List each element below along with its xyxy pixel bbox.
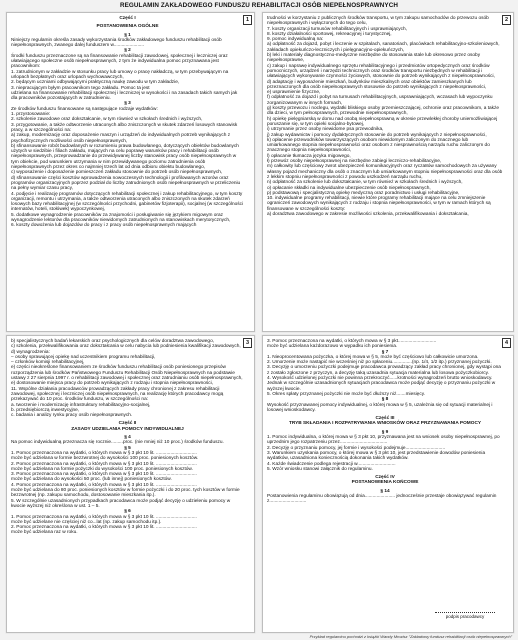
list-item: 4. Wysokość udzielonej pożyczki nie powinna przekroczyć......krotności wynagrodzeń brutto wnioskodawcy. Jednak w szczególnie uzasadnionych sytuacjach pracodawca może podjąć decyzję o przyznaniu pożyczki w wyższej kwocie. xyxy=(267,376,496,392)
paragraph-mark: § 6 xyxy=(124,509,131,515)
paragraph-mark: § 5 xyxy=(124,445,131,451)
list-item: 2. Umorzenie może nastąpić nie wcześniej niż po spłaceniu...............(np. 1/4, 1/2 itp.) przyznanej pożyczki. xyxy=(267,360,492,366)
list-item: k) opłacenie przewodników towarzyszących osobom niewidomym zaliczonym do znacznego lub umiarkowanego stopnia niepełnosprawności oraz osobom z niesprawnością narządu ruchu zaliczonym do znacznego stopnia niepełnosprawności, xyxy=(267,137,490,154)
section-title: TRYB SKŁADANIA I ROZPATRYWANIA WNIOSKÓW ORAZ PRZYZNAWANIA POMOCY xyxy=(288,421,482,427)
list-item: 2. będącym uczniami odbywającymi praktyczną naukę zawodu w tym zakładzie, xyxy=(11,80,180,86)
list-item: j) zakup wydawnictw i pomocy dydaktycznych stosownie do potrzeb wynikających z niepełnosprawności, xyxy=(267,132,487,138)
list-item: 1. Pomoc przeznaczona na wydatki, o których mowa w § 3 pkt 10 lit. ............................... xyxy=(11,450,197,456)
list-item: l) opłacanie tłumacza języka migowego, xyxy=(267,153,351,159)
list-item: 2. szkolenie zawodowe oraz dokształcanie, w tym również w szkołach średnich i wyższych, xyxy=(11,117,203,123)
list-item: 4. Pomoc przeznaczona na wydatki, o których mowa w § 3 pkt 10 lit. ............................... xyxy=(11,482,197,488)
list-item: a) odpłatność za dojazd, pobyt i leczenie w szpitalach, sanatoriach, placówkach rehabilitacyjno-szkoleniowych, zakładach opiekuńczo-leczniczych i pielęgnacyjno-opiekuńczych, xyxy=(267,42,500,53)
section-title: POSTANOWIENIA KOŃCOWE xyxy=(351,480,419,486)
paragraph-mark: § 4 xyxy=(124,435,131,441)
source-note: Przykład regulaminu pochodzi z książki Wandy Mrozisz "Zakładowy fundusz rehabilitacji osób niepełnosprawnych" xyxy=(309,634,512,639)
document-title: REGULAMIN ZAKŁADOWEGO FUNDUSZU REHABILITACJI OSÓB NIEPEŁNOSPRAWNYCH xyxy=(119,2,399,9)
list-item: może być udzielana każdorazowo w wypadku ich poniesienia. xyxy=(267,344,398,350)
page-3 xyxy=(6,335,255,633)
list-item: a. tworzenie i modernizację infrastruktury rehabilitacyjno-socjalnej, xyxy=(11,402,151,408)
list-item: 4. podjęcie i realizację programów dotyczących rehabilitacji społecznej i zakup rehabilitacyjnego, w tym koszty organizacji, remontu i utrzymania, a także odtworzenia utraconych albo zniszczonych na skutek zdarzeń losowych bazy rehabilitacyjnej (w szczególności przychodni, gabinetów fizjoterapii), socjalnej (w szczególności internatów, hoteli, stołówek) wypoczynkowej, xyxy=(11,191,244,213)
list-item: d) adaptację i wyposażenie mieszkań, budynków mieszkalnych oraz obiektów zamieszkanych lub przeznaczonych dla osób niepełnosprawnych stosownie do potrzeb wynikających z niepełnosprawności, xyxy=(267,79,487,90)
list-item: – członków komisji rehabilitacyjnej, xyxy=(11,360,85,366)
list-item: b) leki i materiały diagnostyczno-medyczne niezbędne do stosowania stale lub okresowo przez osoby niepełnosprawne, xyxy=(267,53,481,64)
list-item: b) specjalistycznych badań lekarskich oraz psychologicznych dla celów doradztwa zawodowego, xyxy=(11,339,215,344)
section-heading: Część I xyxy=(119,16,136,21)
list-item: c) zakup i naprawę indywidualnego sprzętu rehabilitacyjnego i przedmiotów ortopedycznych oraz środków pomocniczych, urządzeń i narzędzi technicznych oraz środków transportu niezbędnych w rehabilitacji i ułatwiających wykonywanie czynności życiowych, stosownie do potrzeb wynikających z niepełnosprawności, xyxy=(267,63,495,80)
list-item: c) wyposażenie i doposażenie pomieszczeń zakładu stosownie do potrzeb osób niepełnosprawnych, xyxy=(11,170,223,176)
list-item: o) opłacanie składki na indywidualne ubezpieczenie osób niepełnosprawnych, xyxy=(267,185,431,191)
list-item: 3. Warunkiem uzyskania pomocy, o której mowa w § 3 pkt 10, jest przedstawienie dowodów poniesienia wydatków, uzasadniona koniecznością dokonania takich wydatków. xyxy=(267,450,486,462)
list-item: 4. Każde świadczenie podlega rejestracji w............................. xyxy=(267,461,396,467)
list-item: e) usprawnienie fizyczne, xyxy=(267,90,321,96)
section-title: POSTANOWIENIA OGÓLNE xyxy=(96,24,159,30)
list-item: 3. Decyzję o umorzeniu pożyczki podejmuje pracodawca prowadzący zakład pracy chronionej, gdy wystąpi ona z zostało zgłoszone z przyczyn, a decyzję taką uzasadnia sytuacja materialna lub losowa pożyczkobiorcy. xyxy=(267,365,501,376)
list-item: – osoby sprawującej opiekę nad uczestnikiem programu rehabilitacji, xyxy=(11,354,156,360)
list-item: d) wynagrodzenia: xyxy=(11,349,50,355)
paragraph-text: Ze środków funduszu finansowane są następujące rodzaje wydatków: xyxy=(11,106,158,112)
page-2 xyxy=(262,12,514,332)
page-number: 4 xyxy=(502,338,511,348)
list-item: e) części nieokreślone finansowaniem ze środków funduszu rehabilitacji osób poniesionego przepisów rozporządzenia lub środków Państwowego Funduszu Rehabilitacji Osób Niepełnosprawnych na podstawie ustawy z 27 sierpnia 1997 r. o rehabilitacji zawodowej i społecznej oraz zatrudnianiu osób niepełnosprawnych, xyxy=(11,365,243,382)
paragraph-text: Postanowienia regulaminu obowiązują od dnia....................... jednocześnie przestaje obowiązywać regulamin z............................ xyxy=(267,494,497,505)
page-number: 1 xyxy=(243,15,252,25)
list-item: może być udzielana do 80 proc. poniesionych kosztów w formie pożyczki i do 20 proc. tych kosztów w formie bezzwrotnej (np. zakupu samochodu, dostosowanie mieszkania itp.). xyxy=(11,488,240,499)
list-item: f) odpłatność za dojazd i pobyt na turnusach rehabilitacyjnych, usprawniających, wczasach lub wypoczynku zorganizowanym w innych formach, xyxy=(267,95,493,106)
list-item: 6. koszty dowożenia lub dojazdów do pracy i z pracy osób niepełnosprawnych mających xyxy=(11,223,197,229)
list-item: może być udzielana w formie bezzwrotnej do wysokości 100 proc. poniesionych kosztów. xyxy=(11,456,199,462)
list-item: 9. pomoc indywidualną na: xyxy=(267,37,324,43)
paragraph-text: trudności w korzystaniu z publicznych środków transportu, w tym zakupu samochodów do przewozu osób niepełnosprawnych i wyłączonych do tego celu, xyxy=(267,16,489,27)
list-item: 2. Pomoc przeznaczona na wydatki, o których mowa w § 3 pkt 10 lit. ............................... xyxy=(11,461,197,467)
list-item: b. przedsiębiorczą inwestycyjne, xyxy=(11,407,80,413)
list-item: może być udzielana do wysokości 50 proc. (lub innej) poniesionych kosztów. xyxy=(11,477,172,483)
paragraph-mark: § 9 xyxy=(381,429,389,435)
paragraph-mark: § 14 xyxy=(380,488,390,494)
list-item: może być udzielana na formie pożyczki do wysokości 100 proc. poniesionych kosztów. xyxy=(11,466,193,472)
list-item: c) szkolenia, przekwalifikowania oraz dokształcania w celu nabycia lub podniesienia kwalifikacji zawodowych, xyxy=(11,344,241,350)
list-item: 7. koszty organizacji turnusów rehabilitacyjnych i usprawniających, xyxy=(267,26,407,32)
list-item: 8. koszty działalności sportowej, rekreacyjnej i turystycznej, xyxy=(267,31,392,37)
paragraph-text: Na pomoc indywidualną przeznacza się rocznie.........proc. (nie mniej niż 10 proc.) środków funduszu. xyxy=(11,440,224,446)
list-item: 1. Pomoc indywidualna, o której mowa w § 3 pkt 10, przyznawana jest na wniosek osoby niepełnosprawnej, po uprzednim jego rozpatrzeniu przez.................................... xyxy=(267,435,500,446)
list-item: c. badania i analizy rynku pracy osób niepełnosprawnych. xyxy=(11,413,133,419)
page-4 xyxy=(262,335,514,633)
list-item: g) koszty przewozu i noclegu, wydatki bliskiego osoby przemieszczającej, ochronie oraz pracownikom, a także dla dzieci, w tym pełnosprawnych, przewodnie niepełnosprawnych, xyxy=(267,106,500,117)
paragraph-mark: § 8 xyxy=(381,397,389,403)
page-number: 3 xyxy=(243,338,252,348)
section-heading: Część III xyxy=(375,416,395,422)
list-item: 1. przystosowanie: xyxy=(11,112,51,118)
section-heading: Część II xyxy=(118,421,137,427)
list-item: 1. zatrudnionym w zakładzie w stosunku pracy lub umowy o pracę nakładczą, w tym przebywającym na urlopach bezpłatnych oraz urlopach wychowawczych, xyxy=(11,69,229,80)
list-item: i) utrzymanie przez osoby niewidome psa przewodnika, xyxy=(267,127,384,133)
list-item: p) podstawową i specjalistyczną opiekę medyczną oraz poradnictwo i usługi rehabilitacyjne, xyxy=(267,190,460,196)
list-item: 1. Nieoprocentowana pożyczka, o której mowa w § 5, może być częściowo lub całkowicie umorzona. xyxy=(267,354,479,360)
list-item: 10. indywidualne programy rehabilitacji, niewie które programy rehabilitacji mające na celu zmniejszenie ograniczeń zawodowych wynikających z rodzaju i stopnia niepełnosprawności, w tym w ramach których są finansowane w szczególności koszty: xyxy=(267,196,491,212)
paragraph-mark: § 1 xyxy=(124,32,131,38)
page-1 xyxy=(6,12,255,332)
list-item: 3. przygotowanie, a także odtworzenie utraconych albo zniszczonych w skutek zdarzeń losowych stanowisk pracy, a w szczególności na: xyxy=(11,122,238,133)
paragraph-mark: § 3 xyxy=(124,101,131,107)
list-item: ł) przewóz osoby niepełnosprawnej na niezbędne zabiegi leczniczo-rehabilitacyjne, xyxy=(267,159,442,165)
list-item: 5. dodatkowe wynagrodzenie pracowników za znajomości i posługiwanie się językiem migowym oraz wynagrodzenie lektorów dla pracowników niewidomych zatrudnionych na stanowiskach merytorycznych, xyxy=(11,212,231,223)
list-item: a) zakup, modernizację oraz doposażenie maszyn i urządzeń do indywidualnych potrzeb wynikających z psychofizycznych możliwości osób niepełnosprawnych, xyxy=(11,133,231,144)
list-item: d) sfinansowanie części kosztów wprowadzenia nowoczesnych technologii i profilowanych wzorów oraz programów organizacyjnych poprzez podział do liczby zatrudnionych osób niepełnosprawnych w przeliczeniu na pełny wymiar czasu pracy, xyxy=(11,175,241,192)
list-item: 1. Pomoc przeznaczona na wydatki, o których mowa w § 3 pkt 10 lit. ............................... xyxy=(11,514,197,520)
list-item: może być udzielane nie częściej niż co...lat (np. zakup samochodu itp.). xyxy=(11,519,162,525)
list-item: 5. Wzór wniosku stanowi załącznik do regulaminu. xyxy=(267,466,373,472)
page-number: 2 xyxy=(502,15,511,25)
list-item: e) dostosowanie miejsca pracy do potrzeb wynikających z rodzaju i stopnia niepełnosprawności, xyxy=(11,381,213,387)
list-item: 5. Okres spłaty przyznanej pożyczki nie może być dłuższy niż.......miesięcy. xyxy=(267,391,426,397)
section-heading: Część IV xyxy=(375,475,395,481)
list-item: 5. W szczególnie uzasadnionych przypadkach pracodawca może podjąć decyzję o udzieleniu pomocy w kwocie wyższej niż określona w ust. 1 – 5. xyxy=(11,498,231,509)
list-item: m) całkowity lub częściowy zwrot ubezpieczeń komunikacyjnych oraz rycza8ów samochodowych za używany własny pojazd mechaniczny dla osób o znacznym lub umiarkowanym stopniu niepełnosprawności oraz dla osób z lekkim stopniu niepełnosprawności z powodu uszkodzeń narządu ruchu, xyxy=(267,164,503,180)
paragraph-mark: § 2 xyxy=(124,48,131,54)
paragraph-text: Wysokość przyznawanej pomocy indywidualnej, o której mowa w § 5, uzależnia się od sytuacji materialnej i losowej wnioskodawcy. xyxy=(267,402,493,413)
list-item: a) doradztwa zawodowego w zakresie możliwości szkolenia, przekwalifikowania i dokształcania, xyxy=(267,211,469,217)
list-item: 3. Pomoc przeznaczona na wydatki, o których mowa w § 3 pkt 10 lit. ............................... xyxy=(11,472,197,478)
paragraph-mark: § 7 xyxy=(381,349,389,355)
list-item: może być udzielana raz w roku. xyxy=(11,530,78,536)
list-item: n) odpłatność za szkolenie lub dokształcanie, w tym również w szkołach średnich i wyższych, xyxy=(267,180,463,186)
list-item: h) opiekę pielęgniarską w domu nad osobą niepełnosprawną w okresie przewlekłej choroby uniemożliwiającej poruszanie się, w tym opieki socjalno-bytowej, xyxy=(267,116,498,127)
paragraph-text: Niniejszy regulamin określa zasady wykorzystania środków zakładowego funduszu rehabilitacji osób niepełnosprawnych, zwanego dalej funduszem w....................... xyxy=(11,37,222,49)
signature-line: podpis pracodawcy xyxy=(435,612,495,619)
list-item: 2. Decyzję o przyznaniu pomocy, jej formie i wysokości podejmuje.............................. xyxy=(267,445,446,451)
paragraph-text: udzielana na finansowanie rehabilitacji społecznej i leczniczej w wysokości i na zasadach takich samych jak dla pracowników pozostających w zatrudnieniu. xyxy=(11,90,238,102)
list-item: b) sfinansowanie robót budowlanych w rozumieniu prawa budowlanego, dotyczących obiektów budowlanych użytych w siedzibie i filiach zakładu, mających na celu poprawę warunków pracy i rehabilitacji osób niepełnosprawnych, przeprowadzanie do przewidywanej liczby stanowisk pracy osób niepełnosprawnych w tym obiekcie, pod warunkiem utrzymania w nim przewidywanego poziomu zatrudnienia osób niepełnosprawnych przez okres co najmniej trzech lat od dnia odbioru obiektu budowlanego, xyxy=(11,143,239,171)
section-title: ZASADY UDZIELANIA POMOCY INDYWIDUALNEJ xyxy=(71,426,184,432)
list-item: 11. Wspólne działania pracodawców prowadzących zakłady pracy chronionej z zakresu rehabilitacji zawodowej, społecznej i leczniczej osób niepełnosprawnych, na realizację których pracodawcy mogą przekazywać do 10 proc. środków funduszu, w szczególności na: xyxy=(11,386,224,403)
list-item: 2. Pomoc przeznaczona na wydatki, o których mowa w § 3 pkt 10 lit. ............................... xyxy=(11,525,197,531)
list-item: 3. Pomoc przeznaczona na wydatki, o których mowa w § 3 pkt............................. xyxy=(267,339,437,344)
list-item: 3. niepracującym byłym pracownikom tego zakładu. Pomoc ta jest xyxy=(11,85,150,91)
paragraph-text: Środki funduszu przeznaczone są na finansowanie rehabilitacji zawodowej, społecznej i leczniczej oraz ułatwiającego społeczne osób niepełnosprawnych, z tym że indywidualna pomoc przyznawana jest pracownikom: xyxy=(11,53,228,70)
